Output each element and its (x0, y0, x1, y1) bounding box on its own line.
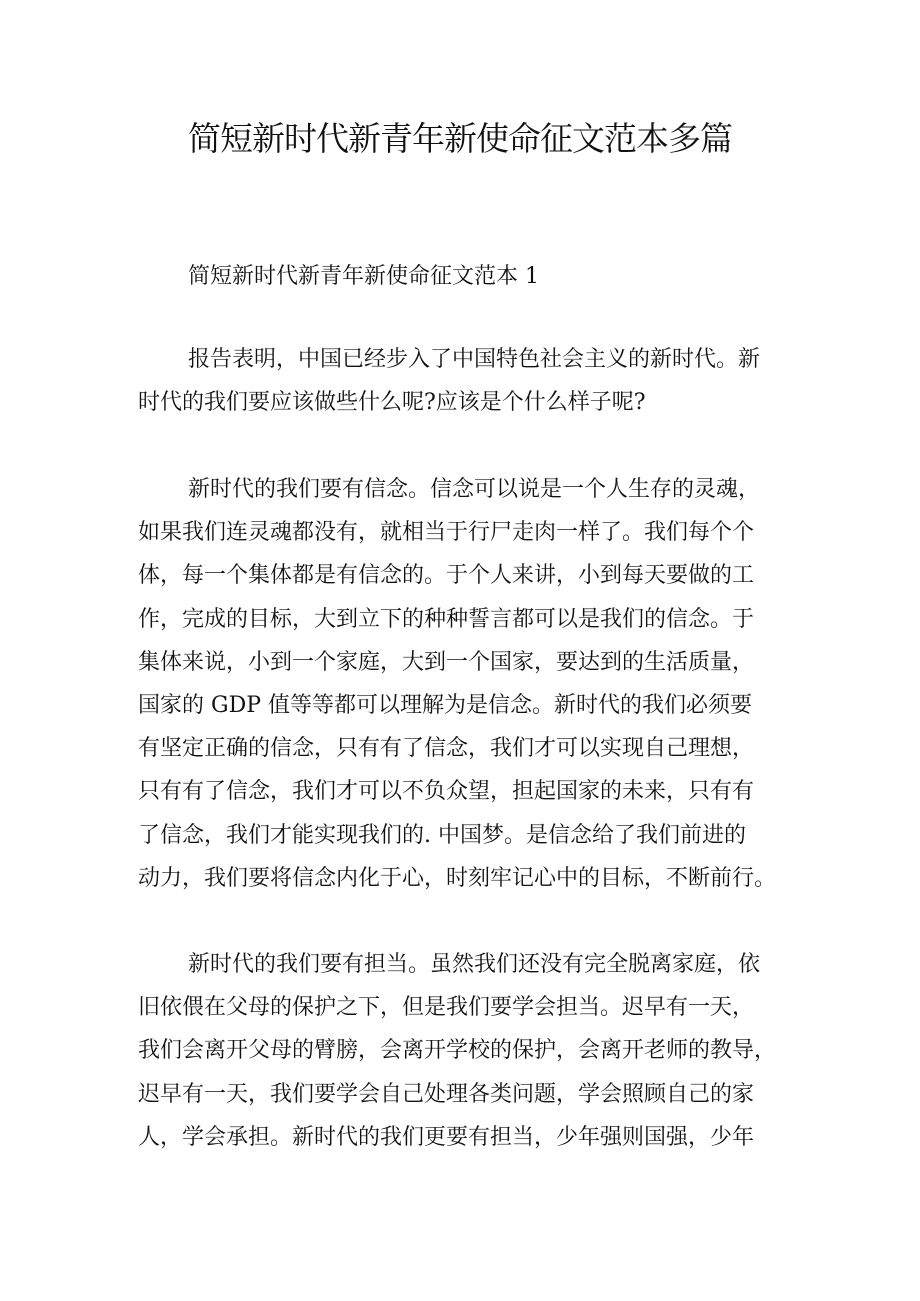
paragraph-line: 迟早有一天，我们要学会自己处理各类问题，学会照顾自己的家 (138, 1081, 755, 1107)
paragraph-line: 旧依偎在父母的保护之下，但是我们要学会担当。迟早有一天， (138, 995, 755, 1021)
paragraph-line: 体，每一个集体都是有信念的。于个人来讲，小到每天要做的工 (138, 563, 755, 589)
paragraph-line: 集体来说，小到一个家庭，大到一个国家，要达到的生活质量， (138, 649, 755, 675)
paragraph-line: 国家的 GDP 值等等都可以理解为是信念。新时代的我们必须要 (138, 692, 753, 718)
paragraph-line: 如果我们连灵魂都没有，就相当于行尸走肉一样了。我们每个个 (138, 520, 755, 546)
paragraph-line: 作，完成的目标，大到立下的种种誓言都可以是我们的信念。于 (138, 606, 755, 632)
paragraph-line: 新时代的我们要有信念。信念可以说是一个人生存的灵魂， (188, 477, 761, 502)
paragraph-line: 报告表明，中国已经步入了中国特色社会主义的新时代。新 (188, 347, 761, 372)
paragraph-1 (138, 338, 788, 424)
document-title: 简短新时代新青年新使命征文范本多篇 (188, 119, 732, 158)
paragraph-line: 有坚定正确的信念，只有有了信念，我们才可以实现自己理想， (138, 736, 755, 762)
paragraph-line: 我们会离开父母的臂膀，会离开学校的保护，会离开老师的教导， (138, 1038, 777, 1064)
paragraph-line: 只有有了信念，我们才可以不负众望，担起国家的未来，只有有 (138, 779, 755, 805)
paragraph-line: 了信念，我们才能实现我们的. 中国梦。是信念给了我们前进的 (138, 822, 746, 848)
paragraph-line: 时代的我们要应该做些什么呢?应该是个什么样子呢? (138, 390, 646, 416)
paragraph-3 (138, 943, 788, 1159)
section-heading: 简短新时代新青年新使命征文范本 1 (188, 264, 539, 289)
paragraph-line: 动力，我们要将信念内化于心，时刻牢记心中的目标，不断前行。 (138, 865, 777, 891)
paragraph-2 (138, 468, 788, 900)
paragraph-line: 人，学会承担。新时代的我们更要有担当，少年强则国强，少年 (138, 1124, 755, 1150)
paragraph-line: 新时代的我们要有担当。虽然我们还没有完全脱离家庭，依 (188, 952, 761, 977)
